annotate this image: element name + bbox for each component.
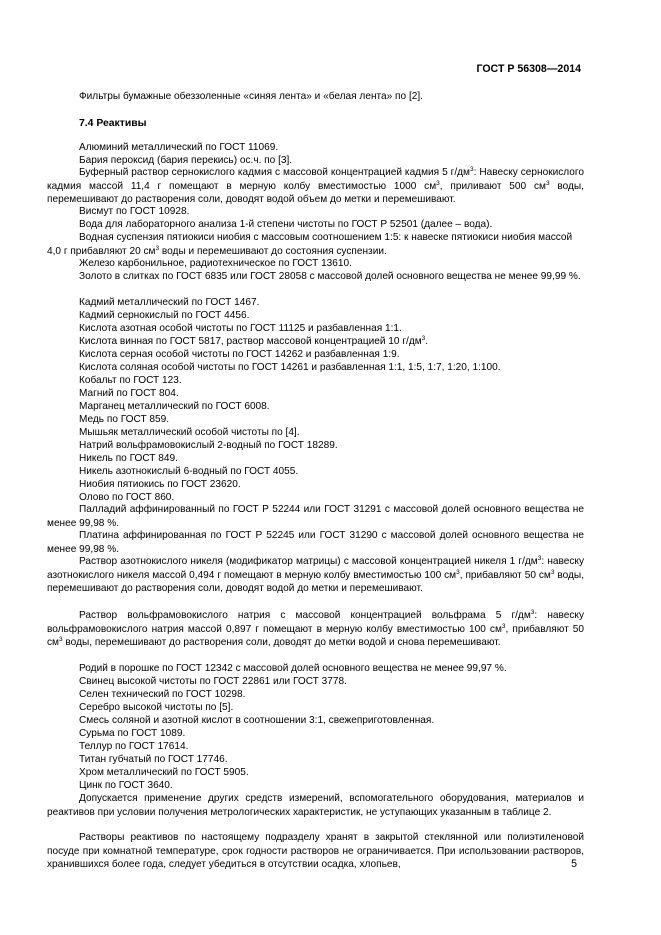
reagent-titanium: Титан губчатый по ГОСТ 17746. (79, 754, 228, 765)
reagent-tellurium: Теллур по ГОСТ 17614. (79, 741, 189, 752)
document-header: ГОСТ Р 56308—2014 (476, 63, 581, 75)
page-number: 5 (571, 858, 577, 870)
reagent-cobalt: Кобальт по ГОСТ 123. (79, 375, 182, 386)
reagent-silver: Серебро высокой чистоты по [5]. (79, 702, 234, 713)
reagent-niobium-oxide: Ниобия пятиокись по ГОСТ 23620. (79, 479, 241, 490)
reagent-platinum: Платина аффинированная по ГОСТ Р 52245 или ГОСТ 31290 с массовой долей основного вещества не менее 99,98 %. (47, 530, 584, 555)
section-title: 7.4 Реактивы (79, 118, 147, 129)
reagent-zinc: Цинк по ГОСТ 3640. (79, 780, 173, 791)
reagent-tungstate-solution: Раствор вольфрамовокислого натрия с массовой концентрацией вольфрама 5 $г/дм^3$: навеску вольфрамовокислого натрия массой 0,897 г помещают в мерную колбу вместимостью 100 $см^3$, прибавляют 50 $см^3$ воды, перемешивают до растворения соли, доводят до метки водой и снова перемешивают. (47, 609, 584, 649)
reagent-rhodium: Родий в порошке по ГОСТ 12342 с массовой долей основного вещества не менее 99,97 %. (79, 663, 507, 674)
reagent-nickel-solution: Раствор азотнокислого никеля (модификатор матрицы) с массовой концентрацией никеля 1 $г/дм^3$: навеску азотнокислого никеля массой 0,494 г помещают в мерную колбу вместимостью 100 $см^3$, прибавляют 50 $см^3$ воды, перемешивают до растворения соли, доводят водой до метки и перемешивают. (47, 555, 584, 595)
reagent-hydrochloric-acid: Кислота соляная особой чистоты по ГОСТ 14261 и разбавленная 1:1, 1:5, 1:7, 1:20, 1:100. (79, 362, 501, 373)
allowed-substitution-paragraph: Допускается применение других средств измерений, вспомогательного оборудования, материалов и реактивов при условии получения метрологических характеристик, не уступающих указанным в таблице 2. (47, 793, 584, 818)
reagent-tin: Олово по ГОСТ 860. (79, 492, 175, 503)
reagent-palladium: Палладий аффинированный по ГОСТ Р 52244 или ГОСТ 31291 с массовой долей основного вещества не менее 99,98 %. (47, 504, 584, 529)
reagent-arsenic: Мышьяк металлический особой чистоты по [4]. (79, 427, 300, 438)
reagent-chromium: Хром металлический по ГОСТ 5905. (79, 767, 249, 778)
reagent-niobium-suspension: Водная суспензия пятиокиси ниобия с массовым соотношением 1:5: к навеске пятиокиси ниобия массой 4,0 г прибавляют 20 $см^3$ воды и перемешивают до состояния суспензии. (47, 232, 573, 257)
storage-paragraph: Растворы реактивов по настоящему подразделу хранят в закрытой стеклянной или полиэтиленовой посуде при комнатной температуре, срок годности растворов не ограничивается. При использовании растворов, хранившихся более года, следует убедиться в отсутствии осадка, хлопьев, (47, 832, 584, 871)
reagent-magnesium: Магний по ГОСТ 804. (79, 388, 179, 399)
reagent-buffer-solution: Буферный раствор сернокислого кадмия с массовой концентрацией кадмия 5 $г/дм^3$: Навеску сернокислого кадмия массой 11,4 г помещают в мерную колбу вместимостью 1000 $см^3$, приливают 500 $см^3$ воды, перемешивают до растворения соли, доводят водой объем до метки и перемешивают. (47, 166, 584, 206)
reagent-gold: Золото в слитках по ГОСТ 6835 или ГОСТ 28058 с массовой долей основного вещества не менее 99,99 %. (79, 271, 581, 282)
reagent-cadmium: Кадмий металлический по ГОСТ 1467. (79, 297, 260, 308)
reagent-lead: Свинец высокой чистоты по ГОСТ 22861 или ГОСТ 3778. (79, 676, 347, 687)
reagent-manganese: Марганец металлический по ГОСТ 6008. (79, 401, 270, 412)
reagent-tartaric-acid: Кислота винная по ГОСТ 5817, раствор массовой концентрацией 10 $г/дм^3$. (79, 335, 429, 347)
reagent-cadmium-sulfate: Кадмий сернокислый по ГОСТ 4456. (79, 310, 250, 321)
reagent-barium: Бария пероксид (бария перекись) ос.ч. по [3]. (79, 155, 293, 166)
reagent-copper: Медь по ГОСТ 859. (79, 414, 170, 425)
reagent-antimony: Сурьма по ГОСТ 1089. (79, 728, 186, 739)
reagent-iron: Железо карбонильное, радиотехническое по ГОСТ 13610. (79, 258, 352, 269)
reagent-water: Вода для лабораторного анализа 1-й степени чистоты по ГОСТ Р 52501 (далее – вода). (79, 219, 493, 230)
reagent-sulfuric-acid: Кислота серная особой чистоты по ГОСТ 14262 и разбавленная 1:9. (79, 349, 400, 360)
reagent-aluminium: Алюминий металлический по ГОСТ 11069. (79, 142, 279, 153)
reagent-acid-mix: Смесь соляной и азотной кислот в соотношении 3:1, свежеприготовленная. (79, 715, 435, 726)
reagent-bismuth: Висмут по ГОСТ 10928. (79, 206, 190, 217)
reagent-sodium-tungstate: Натрий вольфрамовокислый 2-водный по ГОСТ 18289. (79, 440, 338, 451)
reagent-nitric-acid: Кислота азотная особой чистоты по ГОСТ 11125 и разбавленная 1:1. (79, 323, 402, 334)
reagent-selenium: Селен технический по ГОСТ 10298. (79, 689, 246, 700)
reagent-nickel: Никель по ГОСТ 849. (79, 453, 178, 464)
reagent-nickel-nitrate: Никель азотнокислый 6-водный по ГОСТ 4055. (79, 466, 299, 477)
filters-line: Фильтры бумажные обеззоленные «синяя лента» и «белая лента» по [2]. (79, 91, 423, 102)
